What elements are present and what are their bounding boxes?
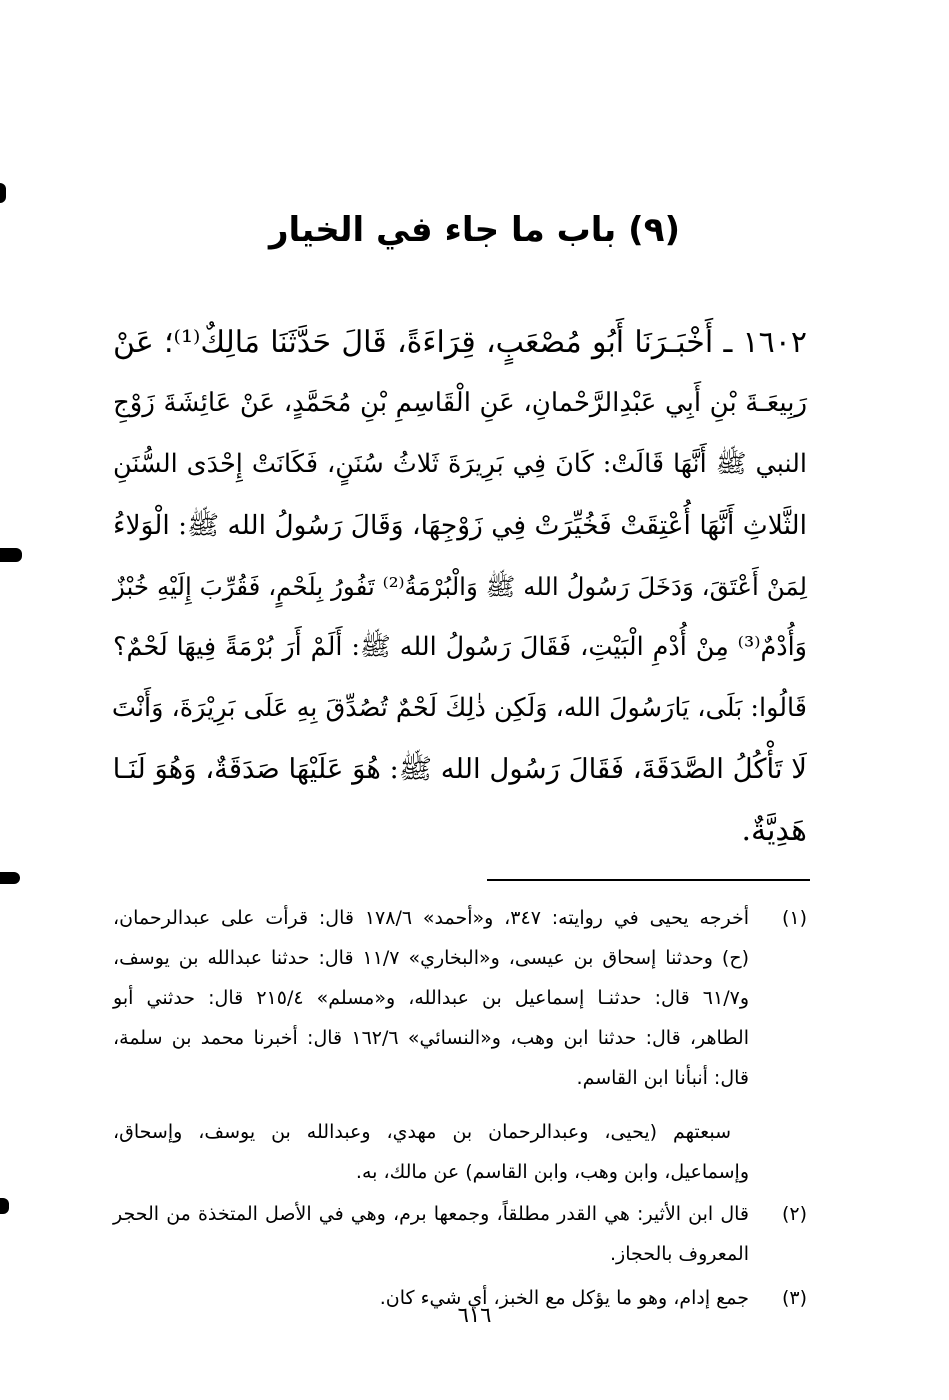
footnote-1-continuation: [113, 1102, 807, 1192]
hadith-line: رَبِيعَـةَ بْنِ أَبِي عَبْدِالرَّحْمانِ، عَنِ الْقَاسِمِ بْنِ مُحَمَّدٍ، عَنْ عَائِشَةَ زَوْجِ: [113, 388, 807, 418]
footnote-separator: [487, 879, 810, 881]
binding-mark: [0, 1198, 9, 1214]
footnote-line: جمع إدام، وهو ما يؤكل مع الخبز، أي شيء كان.: [379, 1287, 749, 1309]
binding-mark: [0, 548, 22, 562]
footnote-line: الطاهر، قال: حدثنا ابن وهب، و«النسائي» ١٦٢/٦ قال: أخبرنا محمد بن سلمة،: [113, 1027, 749, 1049]
hadith-line: هَدِيَّةٌ.: [741, 813, 807, 848]
footnote-number: (١): [781, 907, 807, 929]
footnote-line: قال: أنبأنا ابن القاسم.: [576, 1067, 749, 1089]
footnote-2: [113, 1194, 807, 1274]
footnote-line: المعروف بالحجاز.: [609, 1243, 749, 1265]
hadith-line: وَأُدْمٌ⁽³⁾ مِنْ أُدْمِ الْبَيْتِ، فَقَالَ رَسُولُ الله ﷺ: أَلَمْ أَرَ بُرْمَةً فِيهَا لَحْمٌ؟: [113, 632, 807, 662]
hadith-line: ١٦٠٢ ـ أَخْبَـرَنَا أَبُو مُصْعَبٍ، قِرَاءَةً، قَالَ حَدَّثَنَا مَالِكٌ⁽¹⁾؛ عَنْ: [113, 325, 807, 360]
footnote-line: وإسماعيل، وابن وهب، وابن القاسم) عن مالك، به.: [355, 1161, 749, 1183]
footnote-line: قال ابن الأثير: هي القدر مطلقاً، وجمعها برم، وهي في الأصل المتخذة من الحجر: [113, 1203, 749, 1225]
chapter-heading: (٩) باب ما جاء في الخيار: [268, 210, 680, 250]
hadith-line: النبي ﷺ أَنَّهَا قَالَتْ: كَانَ فِي بَرِيرَةَ ثَلاثُ سُنَنٍ، فَكَانَتْ إِحْدَى السُّنَنِ: [113, 449, 807, 479]
footnote-number: (٣): [781, 1287, 807, 1309]
footnote-line: أخرجه يحيى في روايته: ٣٤٧، و«أحمد» ١٧٨/٦ قال: قرأت على عبدالرحمان،: [113, 907, 749, 929]
footnote-line: (ح) وحدثنا إسحاق بن عيسى، و«البخاري» ١١/٧ قال: حدثنا عبدالله بن يوسف،: [113, 947, 750, 969]
footnote-number: (٢): [781, 1203, 807, 1225]
hadith-line: الثَّلاثِ أَنَّهَا أُعْتِقَتْ فَخُيِّرَتْ فِي زَوْجِهَا، وَقَالَ رَسُولُ الله ﷺ: الْوَلاءُ: [113, 510, 807, 541]
binding-mark: [0, 872, 20, 884]
footnote-1: [113, 898, 807, 1098]
hadith-line: لِمَنْ أَعْتَقَ، وَدَخَلَ رَسُولُ الله ﷺ وَالْبُرْمَةُ⁽²⁾ تَفُورُ بِلَحْمٍ، فَقُرِّبَ إِلَيْهِ خُبْزٌ: [113, 572, 807, 601]
footnote-line: و٦١/٧ قال: حدثنـا إسماعيل بن عبدالله، و«مسلم» ٢١٥/٤ قال: حدثني أبو: [113, 987, 750, 1009]
footnote-line: سبعتهم (يحيى، وعبدالرحمان بن مهدي، وعبدالله بن يوسف، وإسحاق،: [113, 1121, 731, 1143]
hadith-line: لَا تَأْكُلُ الصَّدَقَةَ، فَقَالَ رَسُول الله ﷺ: هُوَ عَلَيْهَا صَدَقَةٌ، وَهُوَ لَنَـا: [112, 753, 807, 785]
page-number: ٦١٦: [457, 1303, 492, 1327]
hadith-text: [113, 312, 807, 861]
footnotes: [113, 898, 807, 1322]
hadith-line: قَالُوا: بَلَى، يَارَسُولَ الله، وَلَكِن ذٰلِكَ لَحْمٌ تُصُدِّقَ بِهِ عَلَى بَرِيْرَةَ، وَأَنْتَ: [111, 693, 807, 723]
binding-mark: [0, 183, 6, 203]
